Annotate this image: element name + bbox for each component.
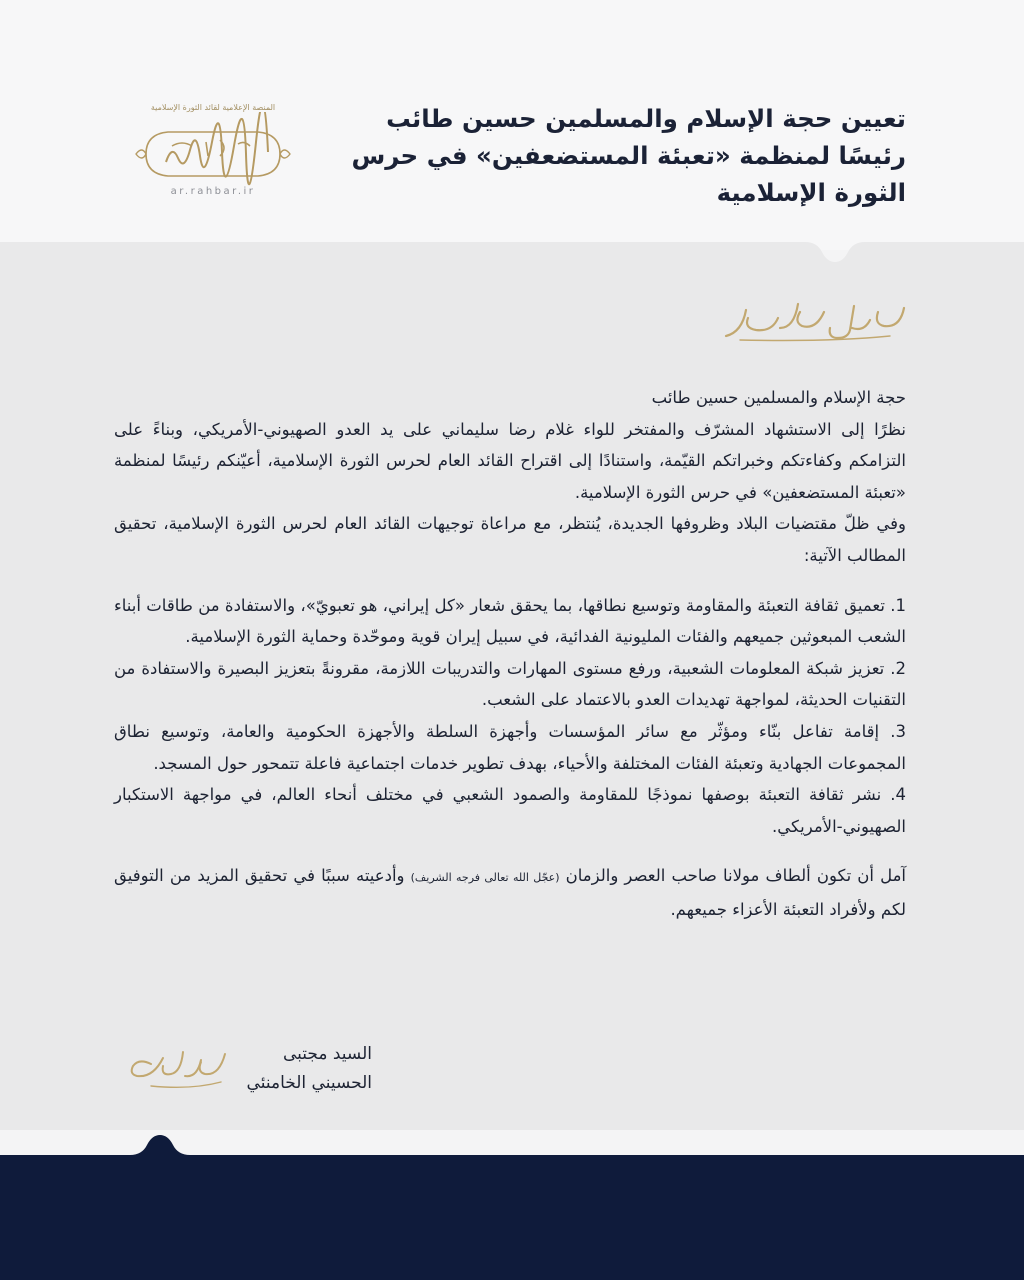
letter-body xyxy=(114,382,906,926)
letter-intro: نظرًا إلى الاستشهاد المشرّف والمفتخر للواء غلام رضا سليماني على يد العدو الصهيوني-الأمريكي، وبناءً على التزامكم وكفاءتكم وخبراتكم القيّمة، واستنادًا إلى اقتراح القائد العام لحرس الثورة الإسلامية، أعيّنكم رئيسًا لمنظمة «تعبئة المستضعفين» في حرس الثورة الإسلامية. xyxy=(114,419,906,502)
closing-part-b: وأدعيته سببًا في تحقيق المزيد من التوفيق لكم ولأفراد التعبئة الأعزاء جميعهم. xyxy=(114,866,906,919)
footer-band xyxy=(0,1125,1024,1280)
signatory-name xyxy=(247,1040,372,1098)
demand-item-3: 3. إقامة تفاعل بنّاء ومؤثّر مع سائر المؤسسات وأجهزة السلطة والأجهزة الحكومية والعامة، وتوسيع نطاق المجموعات الجهادية وتعبئة الفئات المختلفة والأحياء، بهدف تطوير خدمات اجتماعية فاعلة تتمحور حول المسجد. xyxy=(114,721,906,773)
signatory-name-line1: السيد مجتبى xyxy=(282,1044,372,1064)
letter-addressee: حجة الإسلام والمسلمين حسين طائب xyxy=(651,388,906,407)
closing-honorific: (عجّل الله تعالى فرجه الشريف) xyxy=(410,871,560,885)
page-title: تعيين حجة الإسلام والمسلمين حسين طائب رئيسًا لمنظمة «تعبئة المستضعفين» في حرس الثورة الإسلامية xyxy=(351,104,906,207)
logo-caption: المنصة الإعلامية لقائد الثورة الإسلامية xyxy=(150,103,276,112)
letter-closing xyxy=(114,860,906,925)
logo-url: ar.rahbar.ir xyxy=(170,186,256,197)
demand-item-2: 2. تعزيز شبكة المعلومات الشعبية، ورفع مستوى المهارات والتدريبات اللازمة، مقرونةً بتعزيز البصيرة والاستفادة من التقنيات الحديثة، لمواجهة تهديدات العدو بالاعتماد على الشعب. xyxy=(114,658,906,710)
demand-item-4: 4. نشر ثقافة التعبئة بوصفها نموذجًا للمقاومة والصمود الشعبي في مختلف أنحاء العالم، في مواجهة الاستكبار الصهيوني-الأمريكي. xyxy=(114,785,906,836)
rahbar-logo xyxy=(128,100,298,200)
letter-context: وفي ظلّ مقتضيات البلاد وظروفها الجديدة، يُنتظر، مع مراعاة توجيهات القائد العام لحرس الثورة الإسلامية، تحقيق المطالب الآتية: xyxy=(114,514,906,565)
basmala-calligraphy xyxy=(720,290,910,350)
demand-item-1: 1. تعميق ثقافة التعبئة والمقاومة وتوسيع نطاقها، بما يحقق شعار «كل إيراني، هو تعبويّ»، والاستفادة من طاقات أبناء الشعب المبعوثين جميعهم والفئات المليونية الفدائية، في سبيل إيران قوية وموحّدة وحماية الثورة الإسلامية. xyxy=(114,595,906,647)
handwritten-signature xyxy=(125,1040,235,1095)
calligraphy-emblem-icon xyxy=(128,112,298,192)
closing-part-a: آمل أن تكون ألطاف مولانا صاحب العصر والزمان xyxy=(565,866,906,886)
signatory-name-line2: الحسيني الخامنئي xyxy=(246,1073,372,1093)
